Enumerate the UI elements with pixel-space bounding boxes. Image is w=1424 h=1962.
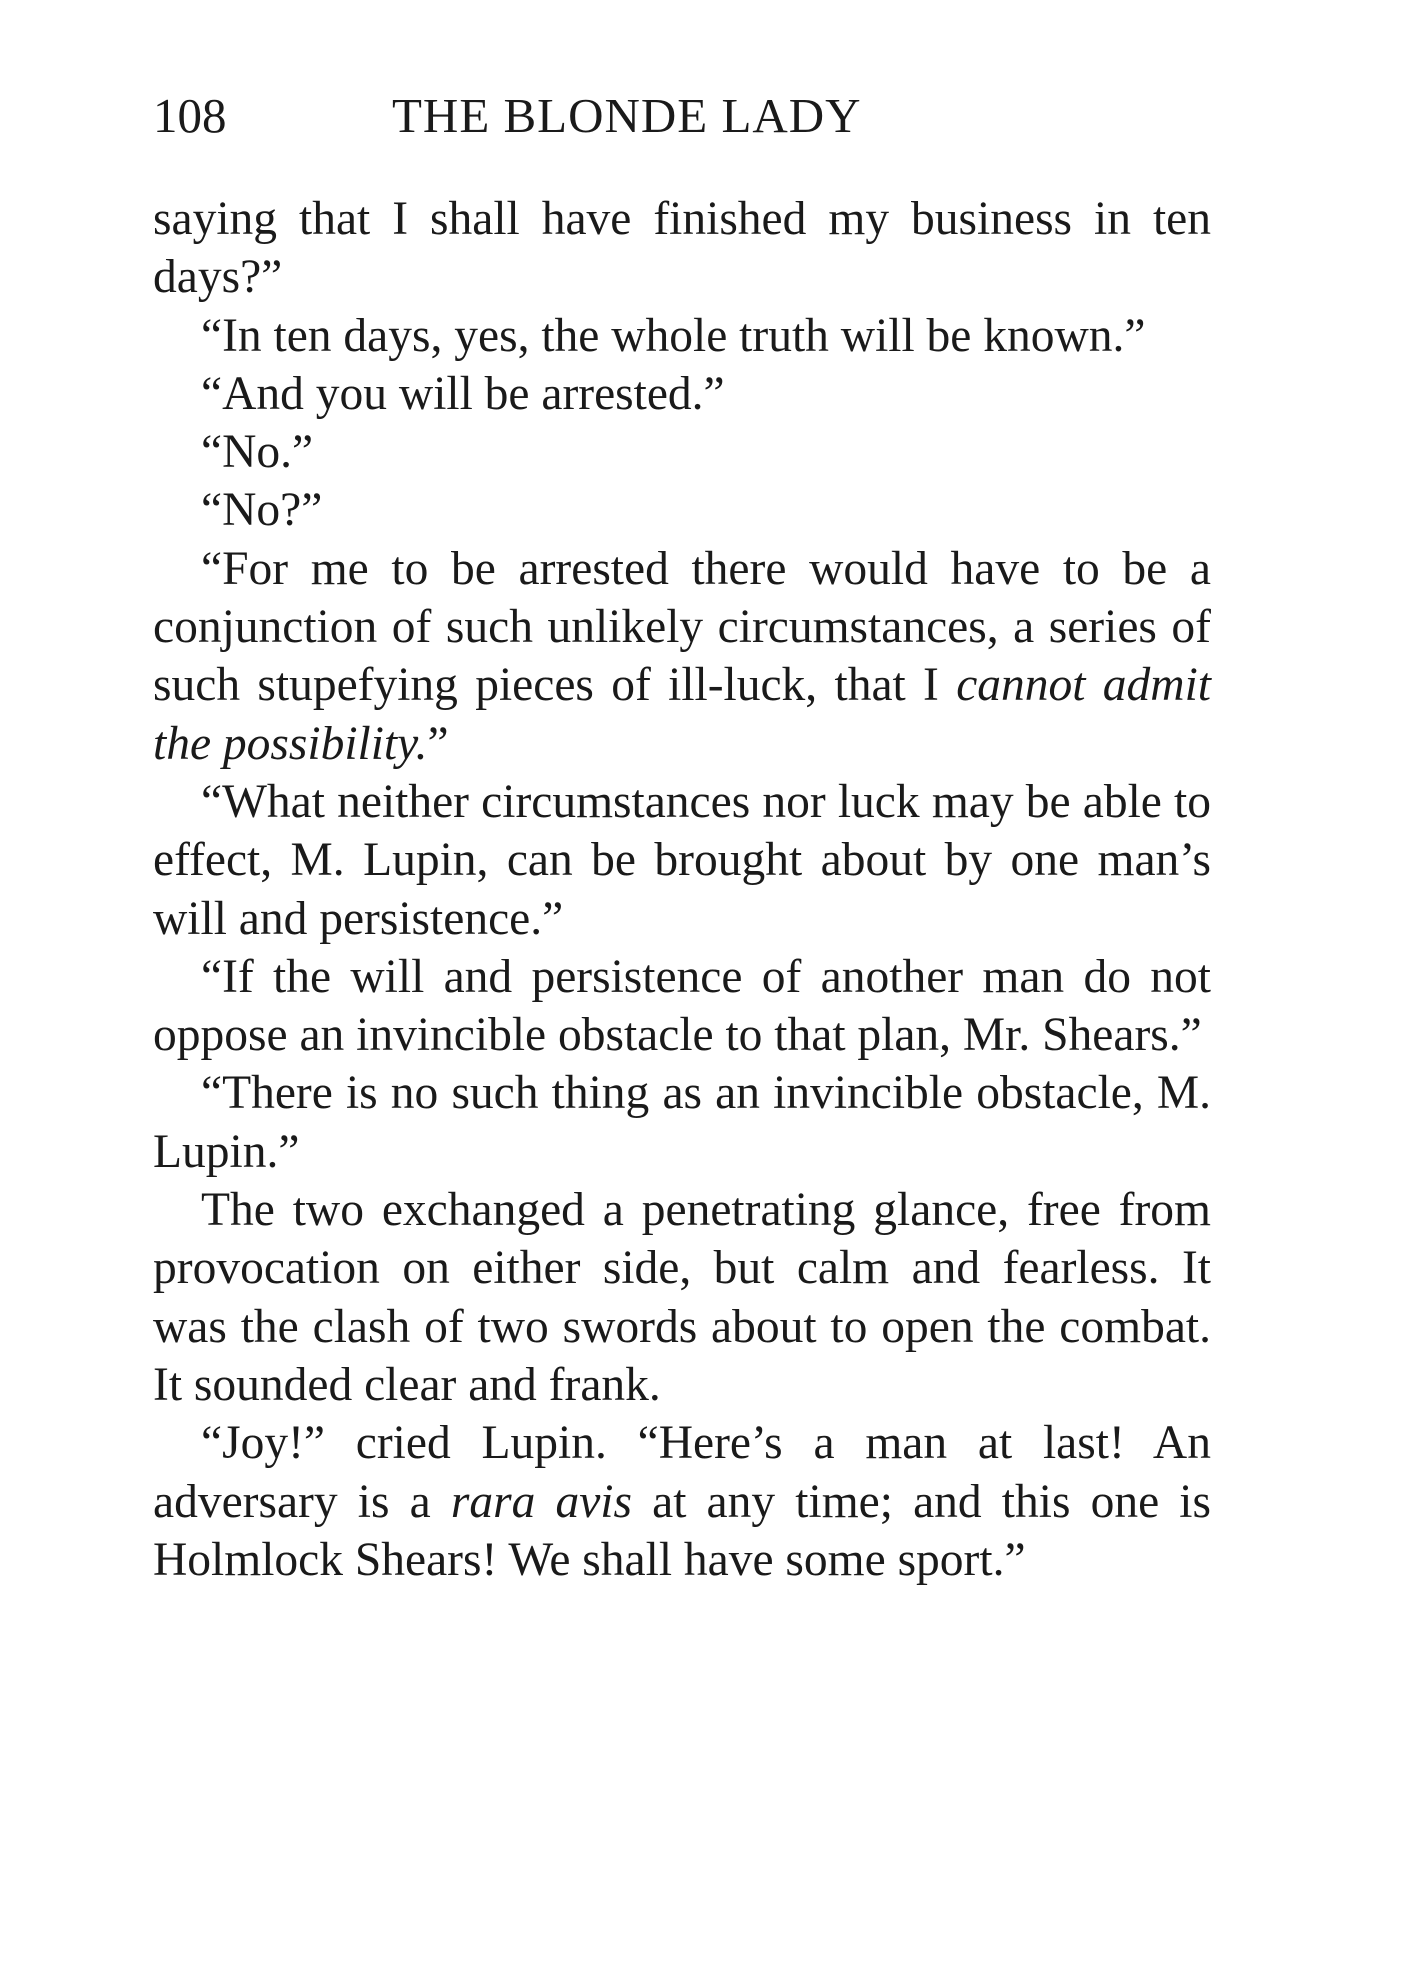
text-run: “And you will be arrested.” <box>201 367 725 420</box>
italic-text-run: cannot admit the possibility. <box>153 659 1211 770</box>
paragraph <box>153 481 1211 539</box>
body-text <box>153 190 1211 1589</box>
paragraph <box>153 1414 1211 1589</box>
paragraph <box>153 1064 1211 1181</box>
text-run: “If the will and persistence of another man do not oppose an invincible obstacle to that plan, Mr. Shears.” <box>153 950 1211 1062</box>
italic-text-run: rara avis <box>450 1475 632 1528</box>
page-number: 108 <box>153 88 227 143</box>
running-header <box>153 86 1211 146</box>
text-run: “There is no such thing as an invincible obstacle, M. Lupin.” <box>153 1067 1211 1178</box>
text-run: saying that I shall have finished my business in ten days?” <box>153 193 1211 304</box>
text-run: ” <box>427 717 449 770</box>
text-run: “For me to be arrested there would have to be a conjunction of such unlikely circumstances, a series of such stupefying pieces of ill-luck, that I <box>153 542 1211 712</box>
paragraph <box>153 540 1211 773</box>
text-run: “In ten days, yes, the whole truth will be known.” <box>201 309 1146 362</box>
paragraph <box>153 190 1211 307</box>
text-run: The two exchanged a penetrating glance, free from provocation on either side, but calm and fearless. It was the clash of two swords about to open the combat. It sounded clear and frank. <box>153 1184 1211 1411</box>
paragraph <box>153 423 1211 481</box>
text-run: “No.” <box>201 426 314 479</box>
paragraph <box>153 773 1211 948</box>
text-run: “What neither circumstances nor luck may be able to effect, M. Lupin, can be brought about by one man’s will and persistence.” <box>153 775 1211 945</box>
running-title: THE BLONDE LADY <box>392 88 862 143</box>
paragraph <box>153 1181 1211 1414</box>
text-run: “No?” <box>201 484 323 537</box>
text-run: at any time; and this one is Holmlock Shears! We shall have some sport.” <box>153 1475 1211 1586</box>
paragraph <box>153 948 1211 1065</box>
text-run: “Joy!” cried Lupin. “Here’s a man at last! An adversary is a <box>153 1417 1211 1528</box>
paragraph <box>153 365 1211 423</box>
paragraph <box>153 307 1211 365</box>
